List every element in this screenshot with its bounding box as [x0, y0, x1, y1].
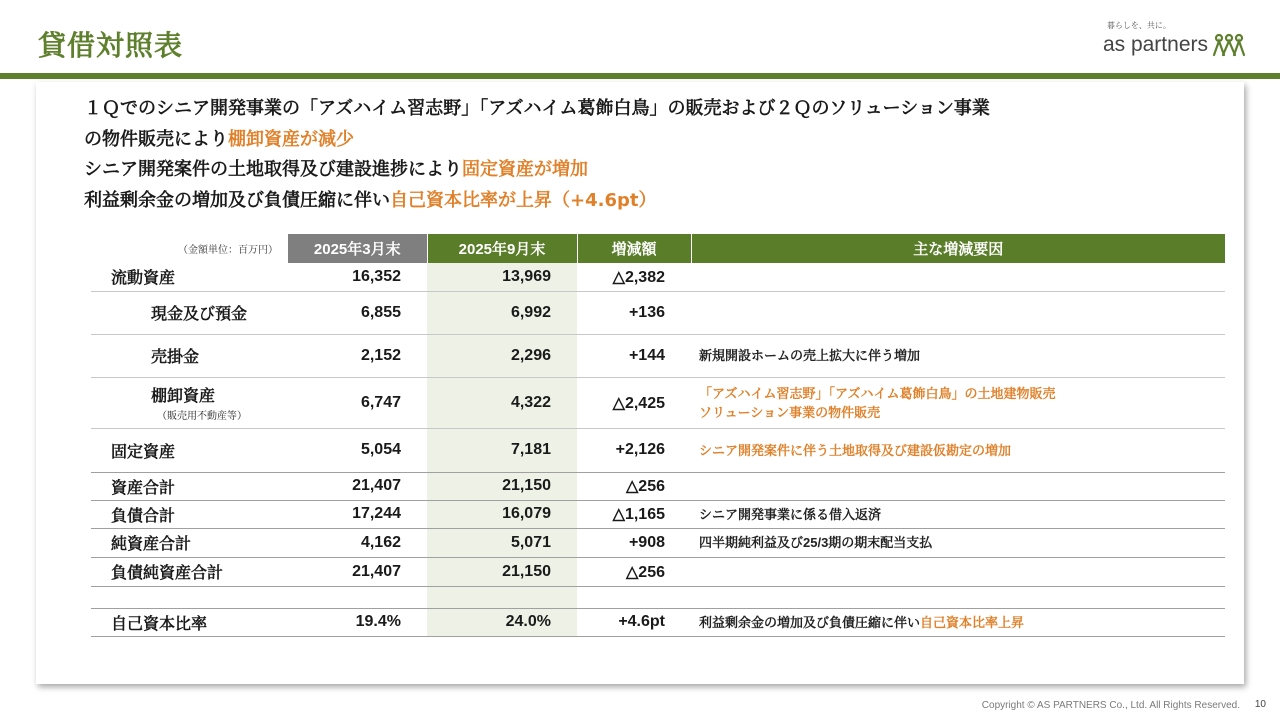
value-sep: 2,296 — [427, 334, 577, 377]
row-label: 流動資産 — [91, 263, 288, 291]
value-mar: 16,352 — [288, 263, 427, 291]
summary-line-2: の物件販売により棚卸資産が減少 — [84, 128, 354, 150]
page-title: 貸借対照表 — [38, 29, 184, 62]
summary-line-1: １Ｑでのシニア開発事業の「アズハイム習志野」「アズハイム葛飾白鳥」の販売および２Ｑのソリューション事業 — [84, 98, 990, 119]
company-logo — [1103, 20, 1246, 57]
change-reason-highlight: 自己資本比率上昇 — [920, 614, 1025, 630]
row-label: 棚卸資産 — [151, 388, 216, 405]
value-sep: 21,150 — [427, 557, 577, 586]
value-sep: 5,071 — [427, 528, 577, 557]
row-label: 固定資産 — [91, 428, 288, 472]
summary-highlight: 固定資産が増加 — [462, 159, 588, 180]
change-value: △1,165 — [577, 500, 691, 528]
table-header-row — [91, 234, 1225, 263]
row-label: 資産合計 — [91, 472, 288, 500]
row-sublabel: （販売用不動産等） — [157, 411, 247, 422]
row-label: 純資産合計 — [91, 528, 288, 557]
table-row — [91, 528, 1225, 557]
change-value: +136 — [577, 291, 691, 334]
change-value: △2,425 — [577, 377, 691, 428]
value-sep: 7,181 — [427, 428, 577, 472]
value-mar: 6,747 — [288, 377, 427, 428]
table-row — [91, 428, 1225, 472]
value-sep: 6,992 — [427, 291, 577, 334]
page-number: 10 — [1254, 699, 1266, 710]
change-reason: 「アズハイム習志野」「アズハイム葛飾白鳥」の土地建物販売 ソリューション事業の物件販売 — [691, 377, 1225, 428]
value-mar: 21,407 — [288, 472, 427, 500]
summary-highlight: 棚卸資産が減少 — [228, 128, 354, 150]
value-sep: 21,150 — [427, 472, 577, 500]
change-value: △256 — [577, 472, 691, 500]
value-sep: 13,969 — [427, 263, 577, 291]
change-value: △2,382 — [577, 263, 691, 291]
change-reason: シニア開発案件に伴う土地取得及び建設仮勘定の増加 — [691, 428, 1225, 472]
summary-text — [84, 94, 990, 216]
balance-sheet-table — [91, 234, 1225, 637]
change-value: +4.6pt — [577, 608, 691, 636]
column-header: 2025年9月末 — [427, 234, 577, 263]
column-header: 増減額 — [577, 234, 691, 263]
change-value: +144 — [577, 334, 691, 377]
column-header: 主な増減要因 — [691, 234, 1225, 263]
change-reason: 四半期純利益及び25/3期の期末配当支払 — [691, 528, 1225, 557]
summary-highlight: 自己資本比率が上昇（+4.6pt） — [390, 189, 657, 211]
table-row — [91, 500, 1225, 528]
row-label: 現金及び預金 — [91, 291, 288, 334]
change-reason — [691, 557, 1225, 586]
value-mar: 6,855 — [288, 291, 427, 334]
change-value: +2,126 — [577, 428, 691, 472]
row-label: 自己資本比率 — [91, 608, 288, 636]
change-reason — [691, 472, 1225, 500]
value-mar: 21,407 — [288, 557, 427, 586]
change-reason: 利益剰余金の増加及び負債圧縮に伴い自己資本比率上昇 — [691, 608, 1225, 636]
value-sep: 4,322 — [427, 377, 577, 428]
spacer-row — [91, 586, 1225, 608]
change-reason: シニア開発事業に係る借入返済 — [691, 500, 1225, 528]
column-header: 2025年3月末 — [288, 234, 427, 263]
row-label: 負債純資産合計 — [91, 557, 288, 586]
value-mar: 2,152 — [288, 334, 427, 377]
copyright-text: Copyright © AS PARTNERS Co., Ltd. All Rights Reserved. — [981, 700, 1240, 711]
value-mar: 17,244 — [288, 500, 427, 528]
value-mar: 5,054 — [288, 428, 427, 472]
summary-line-4: 利益剰余金の増加及び負債圧縮に伴い自己資本比率が上昇（+4.6pt） — [84, 189, 657, 211]
logo-name: as partners — [1102, 33, 1208, 56]
title-divider — [0, 73, 1280, 79]
table-row — [91, 291, 1225, 334]
change-value: △256 — [577, 557, 691, 586]
row-label: 売掛金 — [91, 334, 288, 377]
table-row — [91, 472, 1225, 500]
table-row — [91, 334, 1225, 377]
change-reason — [691, 263, 1225, 291]
table-row — [91, 263, 1225, 291]
value-sep: 16,079 — [427, 500, 577, 528]
value-mar: 19.4% — [288, 608, 427, 636]
change-value: +908 — [577, 528, 691, 557]
change-reason — [691, 291, 1225, 334]
value-mar: 4,162 — [288, 528, 427, 557]
summary-line-3: シニア開発案件の土地取得及び建設進捗により固定資産が増加 — [84, 159, 588, 180]
table-row — [91, 377, 1225, 428]
change-reason: 新規開設ホームの売上拡大に伴う増加 — [691, 334, 1225, 377]
logo-tagline: 暮らしを、共に。 — [1106, 21, 1171, 30]
row-label: 負債合計 — [91, 500, 288, 528]
table-row — [91, 557, 1225, 586]
value-sep: 24.0% — [427, 608, 577, 636]
unit-label: （金額単位：百万円） — [91, 234, 288, 263]
table-row — [91, 608, 1225, 636]
logo-mark-icon — [1212, 33, 1246, 57]
